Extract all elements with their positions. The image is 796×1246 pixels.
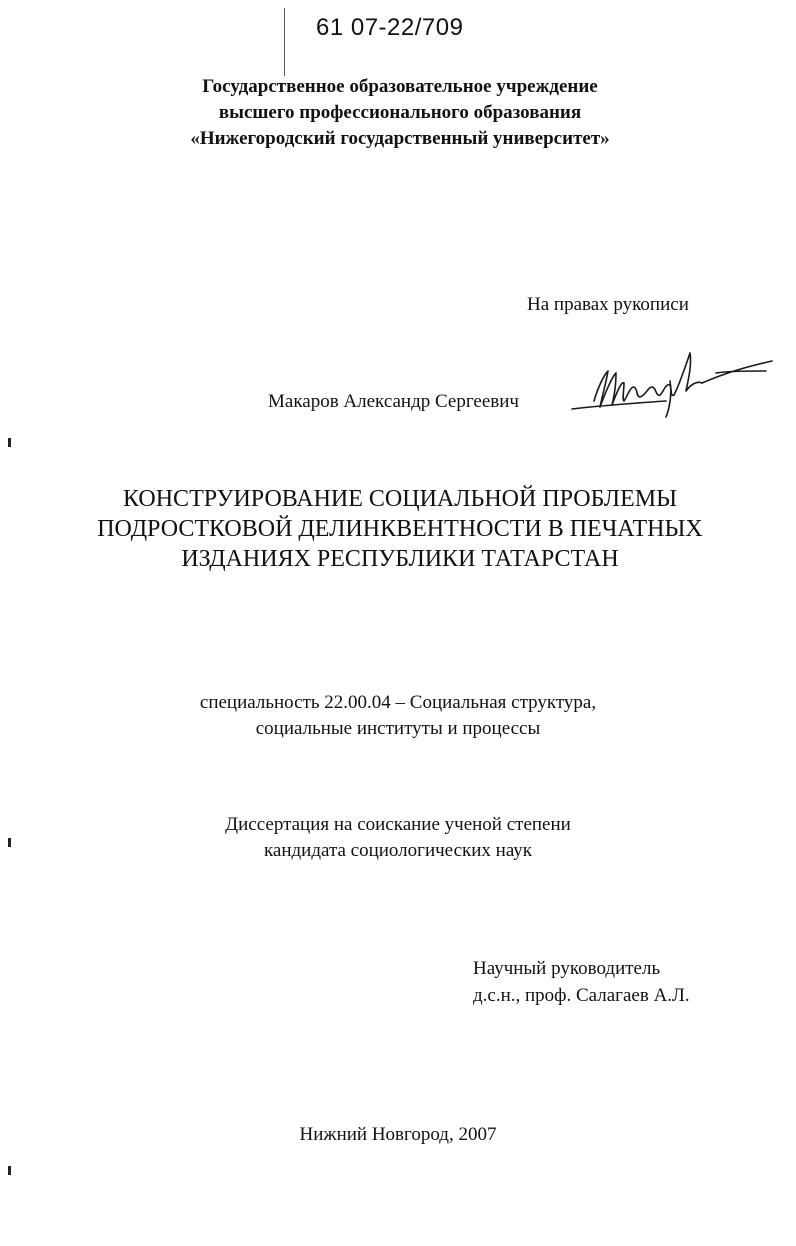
- title-line-3: ИЗДАНИЯХ РЕСПУБЛИКИ ТАТАРСТАН: [181, 546, 619, 572]
- institution-header: [0, 74, 796, 152]
- title-line-2: ПОДРОСТКОВОЙ ДЕЛИНКВЕНТНОСТИ В ПЕЧАТНЫХ: [97, 516, 703, 542]
- institution-line-1: Государственное образовательное учреждение: [202, 76, 598, 97]
- specialty-line-1: специальность 22.00.04 – Социальная структура,: [199, 692, 597, 713]
- scan-divider-line: [284, 8, 285, 76]
- supervisor-name: д.с.н., проф. Салагаев А.Л.: [473, 985, 690, 1006]
- author-name: Макаров Александр Сергеевич: [268, 391, 519, 412]
- margin-binding-mark: [8, 1166, 11, 1175]
- degree-line-2: кандидата социологических наук: [263, 840, 533, 861]
- city-year: Нижний Новгород, 2007: [299, 1124, 497, 1145]
- title-line-1: КОНСТРУИРОВАНИЕ СОЦИАЛЬНОЙ ПРОБЛЕМЫ: [122, 486, 678, 512]
- signature-image: [566, 343, 778, 421]
- supervisor-label: Научный руководитель: [473, 958, 661, 979]
- supervisor-block: [473, 955, 690, 1009]
- dissertation-title: [0, 484, 796, 574]
- margin-binding-mark: [8, 438, 11, 447]
- rights-note: На правах рукописи: [527, 294, 689, 315]
- specialty-line-2: социальные институты и процессы: [255, 718, 541, 739]
- archive-code: 61 07-22/709: [316, 14, 464, 41]
- degree-line-1: Диссертация на соискание ученой степени: [225, 814, 571, 835]
- specialty-block: [0, 690, 796, 742]
- degree-block: [0, 812, 796, 864]
- institution-line-3: «Нижегородский государственный университет»: [190, 128, 610, 149]
- margin-binding-mark: [8, 838, 11, 847]
- institution-line-2: высшего профессионального образования: [218, 102, 582, 123]
